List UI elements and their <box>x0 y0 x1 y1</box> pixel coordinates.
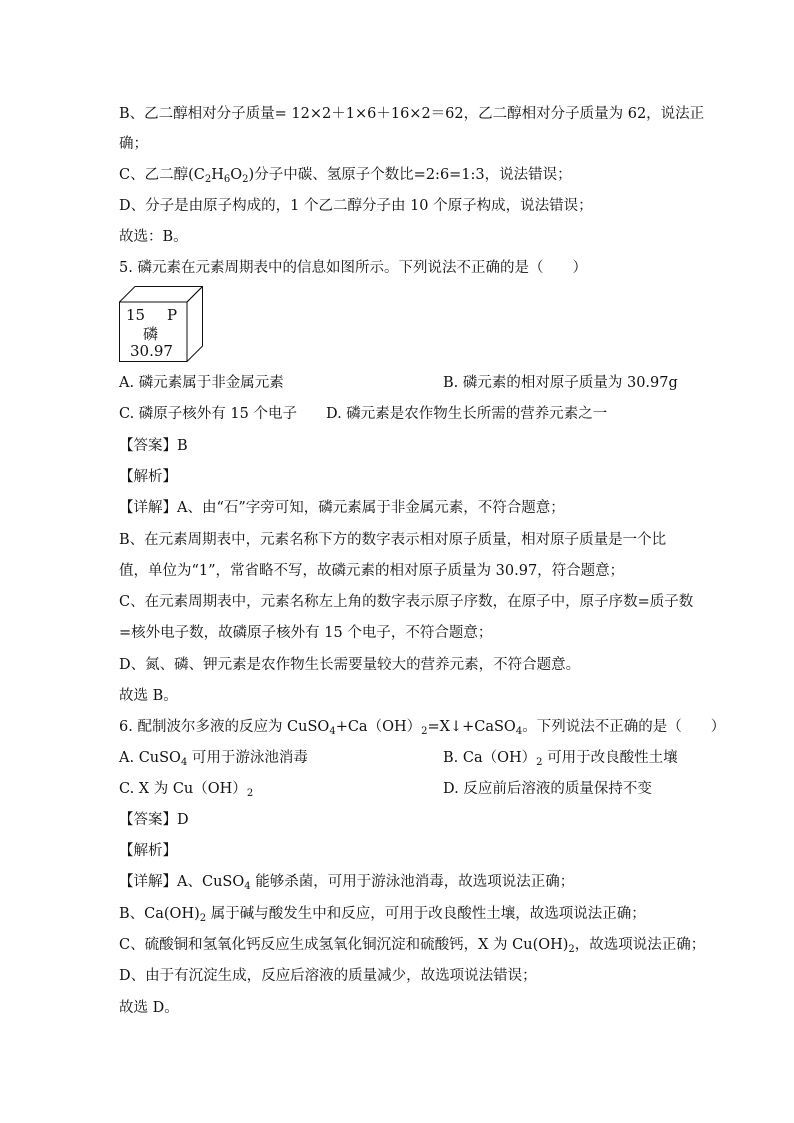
q6-detail-b <box>119 904 646 924</box>
q6-detail-d: D、由于有沉淀生成，反应后溶液的质量减少，故选项说法错误； <box>119 968 537 984</box>
subscript: 4 <box>180 757 188 768</box>
text-fragment: 能够杀菌，可用于游泳池消毒，故选项说法正确； <box>250 874 575 890</box>
subscript: 2 <box>246 788 254 799</box>
q5-detail-b-cont: 值，单位为“1”，常省略不写，故磷元素的相对原子质量为 30.97，符合题意； <box>119 563 625 579</box>
element-name: 磷 <box>143 325 159 343</box>
q5-option-b: B. 磷元素的相对原子质量为 30.97g <box>443 375 678 391</box>
text-fragment: ，故选项说法正确； <box>574 937 706 953</box>
text-fragment: C、硫酸铜和氢氧化钙反应生成氢氧化铜沉淀和硫酸钙，X 为 Cu(OH) <box>119 937 569 953</box>
subscript: 4 <box>329 726 336 737</box>
text-fragment: H <box>211 167 224 183</box>
q6-option-b <box>443 748 678 768</box>
subscript: 2 <box>204 174 212 185</box>
periodic-element-box <box>119 286 203 362</box>
q6-analysis-heading: 【解析】 <box>119 843 177 859</box>
solution-choose: 故选：B。 <box>119 229 188 245</box>
text-fragment: 6. 配制波尔多液的反应为 CuSO <box>119 719 330 735</box>
text-fragment: A. CuSO <box>119 750 181 766</box>
subscript: 2 <box>242 174 249 185</box>
q5-option-a: A. 磷元素属于非金属元素 <box>119 375 284 391</box>
subscript: 2 <box>199 913 207 924</box>
q6-detail-a <box>119 872 574 892</box>
text-fragment: =X↓+CaSO <box>427 719 516 735</box>
q5-detail-a: 【详解】A、由“石”字旁可知，磷元素属于非金属元素，不符合题意； <box>119 500 565 516</box>
atomic-number: 15 <box>126 306 146 324</box>
solution-line-b: B、乙二醇相对分子质量= 12×2＋1×6＋16×2＝62，乙二醇相对分子质量为 62，说法正 <box>119 106 705 122</box>
q6-detail-c <box>119 935 705 955</box>
q5-analysis-heading: 【解析】 <box>119 469 177 485</box>
solution-line-d: D、分子是由原子构成的，1 个乙二醇分子由 10 个原子构成，说法错误； <box>119 198 593 214</box>
solution-line-b-cont: 确； <box>119 136 148 152</box>
solution-line-c <box>119 165 572 185</box>
subscript: 2 <box>421 726 428 737</box>
text-fragment: )分子中碳、氢原子个数比=2:6=1:3，说法错误； <box>248 167 572 183</box>
text-fragment: O <box>230 167 243 183</box>
q6-answer: 【答案】D <box>119 812 189 828</box>
text-fragment: 可用于游泳池消毒 <box>187 750 308 766</box>
q5-option-cd: C. 磷原子核外有 15 个电子 D. 磷元素是农作物生长所需的营养元素之一 <box>119 406 608 422</box>
q6-choose: 故选 D。 <box>119 1000 179 1016</box>
text-fragment: +Ca（OH） <box>335 719 422 735</box>
q6-option-d: D. 反应前后溶液的质量保持不变 <box>443 781 652 797</box>
text-fragment: B. Ca（OH） <box>443 750 537 766</box>
text-fragment: B、Ca(OH) <box>119 906 200 922</box>
text-fragment: 【详解】A、CuSO <box>119 874 245 890</box>
q6-option-a <box>119 748 308 768</box>
q6-option-c <box>119 779 253 799</box>
text-fragment: C. X 为 Cu（OH） <box>119 781 247 797</box>
question-5-stem: 5. 磷元素在元素周期表中的信息如图所示。下列说法不正确的是（ ） <box>119 260 587 276</box>
text-fragment: 可用于改良酸性土壤 <box>542 750 678 766</box>
subscript: 4 <box>515 726 523 737</box>
subscript: 2 <box>536 757 543 768</box>
atomic-mass: 30.97 <box>130 342 173 360</box>
q5-detail-d: D、氮、磷、钾元素是农作物生长需要量较大的营养元素，不符合题意。 <box>119 657 581 673</box>
element-symbol: P <box>167 306 178 324</box>
subscript: 6 <box>223 174 231 185</box>
question-6-stem <box>119 717 725 737</box>
q5-detail-c: C、在元素周期表中，元素名称左上角的数字表示原子序数，在原子中，原子序数=质子数 <box>119 594 694 610</box>
text-fragment: C、乙二醇(C <box>119 167 205 183</box>
q5-detail-c-cont: =核外电子数，故磷原子核外有 15 个电子，不符合题意； <box>119 625 493 641</box>
subscript: 4 <box>244 881 251 892</box>
q5-answer: 【答案】B <box>119 438 188 454</box>
text-fragment: 。下列说法不正确的是（ ） <box>522 719 726 735</box>
subscript: 2 <box>568 944 575 955</box>
text-fragment: 属于碱与酸发生中和反应，可用于改良酸性土壤，故选项说法正确； <box>206 906 646 922</box>
q5-detail-b: B、在元素周期表中，元素名称下方的数字表示相对原子质量，相对原子质量是一个比 <box>119 532 667 548</box>
q5-choose: 故选 B。 <box>119 688 178 704</box>
